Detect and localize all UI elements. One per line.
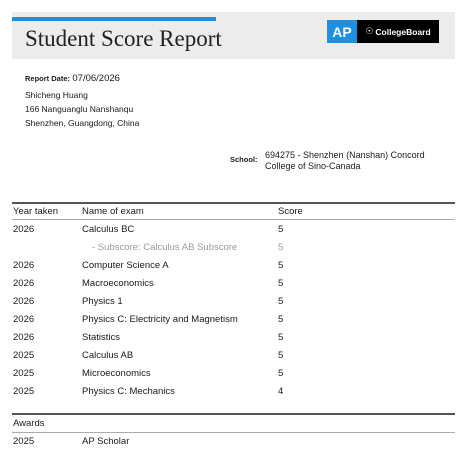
cell-exam: Computer Science A xyxy=(82,260,169,271)
cell-year: 2026 xyxy=(13,260,35,271)
cell-score: 5 xyxy=(278,332,284,343)
cell-year: 2025 xyxy=(13,350,35,361)
table-header-row xyxy=(0,206,460,224)
cell-score: 5 xyxy=(278,296,284,307)
acorn-icon: ☉ xyxy=(365,26,374,36)
table-row xyxy=(0,332,460,350)
cell-exam: Statistics xyxy=(82,332,121,343)
collegeboard-logo xyxy=(357,20,439,43)
school-line-1: 694275 - Shenzhen (Nanshan) Concord xyxy=(265,150,425,160)
cell-exam: Microeconomics xyxy=(82,368,151,379)
table-row xyxy=(0,314,460,332)
page-title: Student Score Report xyxy=(25,26,222,51)
table-row xyxy=(0,296,460,314)
table-row xyxy=(0,260,460,278)
table-row xyxy=(0,278,460,296)
cell-score: 5 xyxy=(278,350,284,361)
table-header-rule xyxy=(12,219,455,220)
table-top-rule xyxy=(12,202,455,204)
awards-header: Awards xyxy=(13,418,45,429)
cell-year: 2026 xyxy=(13,224,35,235)
awards-header-rule xyxy=(12,432,455,433)
awards-header-row xyxy=(0,418,460,436)
report-date xyxy=(25,73,120,84)
address-line-2: Shenzhen, Guangdong, China xyxy=(25,118,140,128)
cell-score: 5 xyxy=(278,278,284,289)
ap-logo: AP xyxy=(327,20,357,43)
student-name: Shicheng Huang xyxy=(25,90,88,100)
header-score: Score xyxy=(278,206,303,217)
header-exam: Name of exam xyxy=(82,206,144,217)
cell-score: 5 xyxy=(278,368,284,379)
address-line-1: 166 Nanguanglu Nanshanqu xyxy=(25,104,134,114)
ap-collegeboard-logo xyxy=(327,20,439,43)
report-date-value: 07/06/2026 xyxy=(72,73,120,84)
cell-score: 5 xyxy=(278,314,284,325)
cell-year: 2026 xyxy=(13,296,35,307)
cell-exam: Physics C: Mechanics xyxy=(82,386,175,397)
cell-exam: Physics 1 xyxy=(82,296,123,307)
award-year: 2025 xyxy=(13,436,35,447)
school-line-2: College of Sino-Canada xyxy=(265,161,361,171)
award-name: AP Scholar xyxy=(82,436,130,447)
cell-exam: Macroeconomics xyxy=(82,278,154,289)
cell-year: 2026 xyxy=(13,314,35,325)
cell-year: 2025 xyxy=(13,368,35,379)
cell-year: 2026 xyxy=(13,332,35,343)
cell-exam: Calculus AB xyxy=(82,350,134,361)
table-row xyxy=(0,350,460,368)
cell-year: 2025 xyxy=(13,386,35,397)
cell-year: 2026 xyxy=(13,278,35,289)
awards-top-rule xyxy=(12,413,455,415)
table-row xyxy=(0,368,460,386)
cell-score: 5 xyxy=(278,260,284,271)
cell-exam: Calculus BC xyxy=(82,224,135,235)
header-year: Year taken xyxy=(13,206,59,217)
subscore-row xyxy=(0,242,460,260)
school-label: School: xyxy=(230,155,258,164)
cell-score: 5 xyxy=(278,242,284,253)
report-date-label: Report Date: xyxy=(25,74,71,83)
title-accent-bar xyxy=(12,17,216,21)
school-name xyxy=(265,150,455,172)
cell-exam: Physics C: Electricity and Magnetism xyxy=(82,314,238,325)
table-row xyxy=(0,224,460,242)
cell-score: 4 xyxy=(278,386,284,397)
cell-score: 5 xyxy=(278,224,284,235)
table-row xyxy=(0,386,460,404)
cell-exam: - Subscore: Calculus AB Subscore xyxy=(92,242,238,253)
award-row xyxy=(0,436,460,454)
collegeboard-logo-text: CollegeBoard xyxy=(375,26,431,37)
